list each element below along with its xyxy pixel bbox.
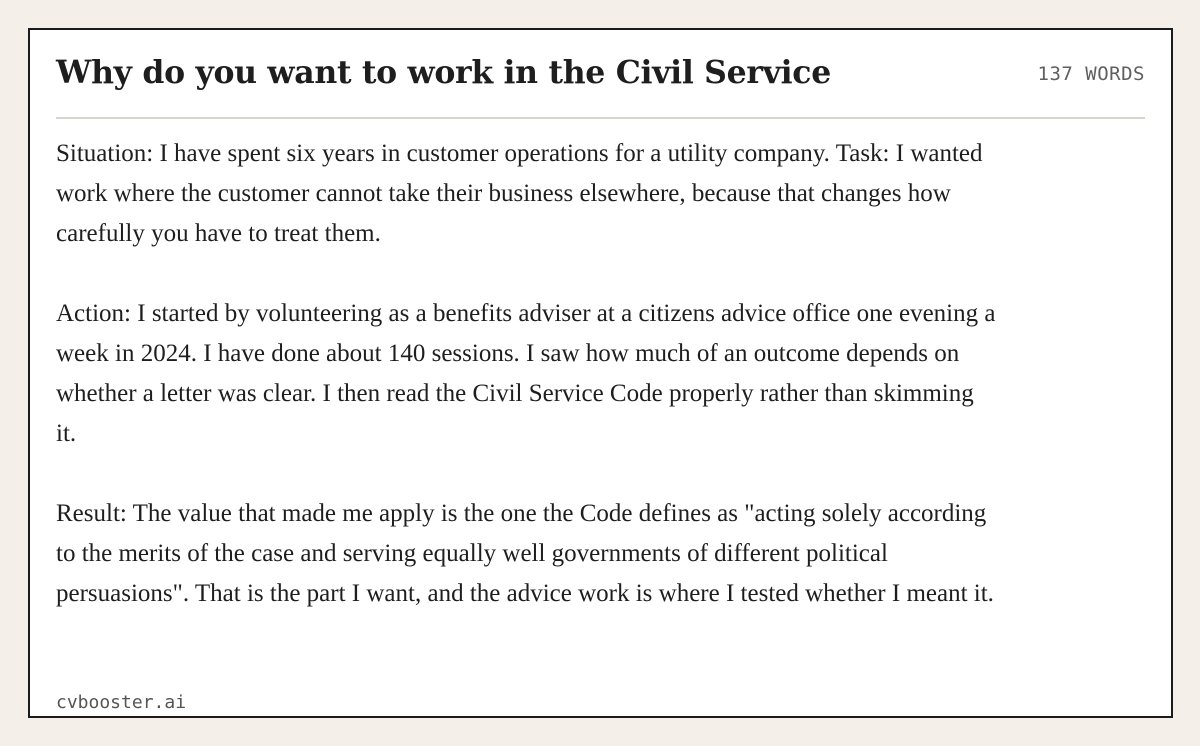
paragraph-action: Action: I started by volunteering as a benefits adviser at a citizens advice office one evening a week in 2024. I have done about 140 sessions. I saw how much of an outcome depends on whether a letter was clear. I then read the Civil Service Code properly rather than skimming it. (56, 300, 996, 447)
brand-footer: cvbooster.ai (56, 692, 187, 713)
answer-body (56, 134, 996, 654)
paragraph-situation: Situation: I have spent six years in customer operations for a utility company. Task: I wanted work where the customer cannot take their business elsewhere, because that changes how carefully you have to treat them. (56, 140, 983, 247)
paragraph-result: Result: The value that made me apply is the one the Code defines as "acting solely according to the merits of the case and serving equally well governments of different political persuasions". That is the part I want, and the advice work is where I tested whether I meant it. (56, 500, 994, 607)
card-header (56, 52, 1145, 119)
answer-card (28, 28, 1173, 718)
word-count: 137 WORDS (1037, 63, 1145, 85)
question-title: Why do you want to work in the Civil Service (56, 54, 831, 91)
